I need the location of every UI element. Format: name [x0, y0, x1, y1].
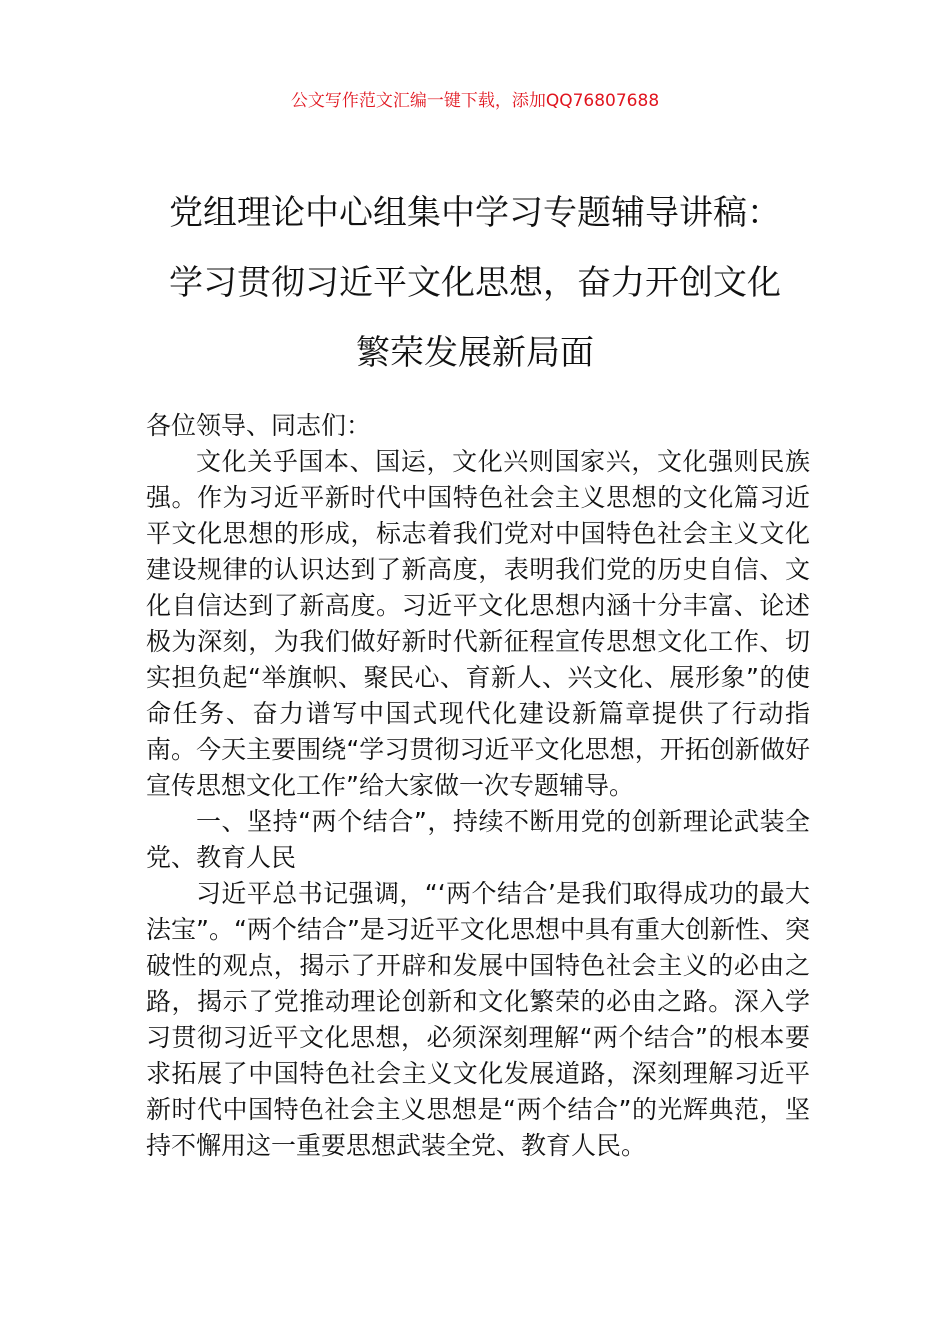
salutation: 各位领导、同志们： [146, 411, 372, 440]
document-title [120, 178, 830, 388]
paragraph-intro: 文化关乎国本、国运，文化兴则国家兴，文化强则民族强。作为习近平新时代中国特色社会主义思想的文化篇习近平文化思想的形成，标志着我们党对中国特色社会主义文化建设规律的认识达到了新高度，表明我们党的历史自信、文化自信达到了新高度。习近平文化思想内涵十分丰富、论述极为深刻，为我们做好新时代新征程宣传思想文化工作、切实担负起“举旗帜、聚民心、育新人、兴文化、展形象”的使命任务、奋力谱写中国式现代化建设新篇章提供了行动指南。今天主要围绕“学习贯彻习近平文化思想，开拓创新做好宣传思想文化工作”给大家做一次专题辅导。 [146, 447, 810, 800]
title-line-1: 党组理论中心组集中学习专题辅导讲稿： [169, 193, 781, 233]
title-line-3: 繁荣发展新局面 [356, 333, 594, 373]
paragraph-section-1: 习近平总书记强调，“‘两个结合’是我们取得成功的最大法宝”。“两个结合”是习近平文化思想中具有重大创新性、突破性的观点，揭示了开辟和发展中国特色社会主义的必由之路，揭示了党推动理论创新和文化繁荣的必由之路。深入学习贯彻习近平文化思想，必须深刻理解“两个结合”的根本要求拓展了中国特色社会主义文化发展道路，深刻理解习近平新时代中国特色社会主义思想是“两个结合”的光辉典范，坚持不懈用这一重要思想武装全党、教育人民。 [146, 879, 810, 1160]
section-heading-1: 一、坚持“两个结合”，持续不断用党的创新理论武装全党、教育人民 [146, 807, 810, 872]
download-banner: 公文写作范文汇编一键下载，添加QQ76807688 [290, 91, 660, 111]
title-line-2: 学习贯彻习近平文化思想，奋力开创文化 [169, 263, 781, 303]
document-body [146, 408, 810, 1164]
